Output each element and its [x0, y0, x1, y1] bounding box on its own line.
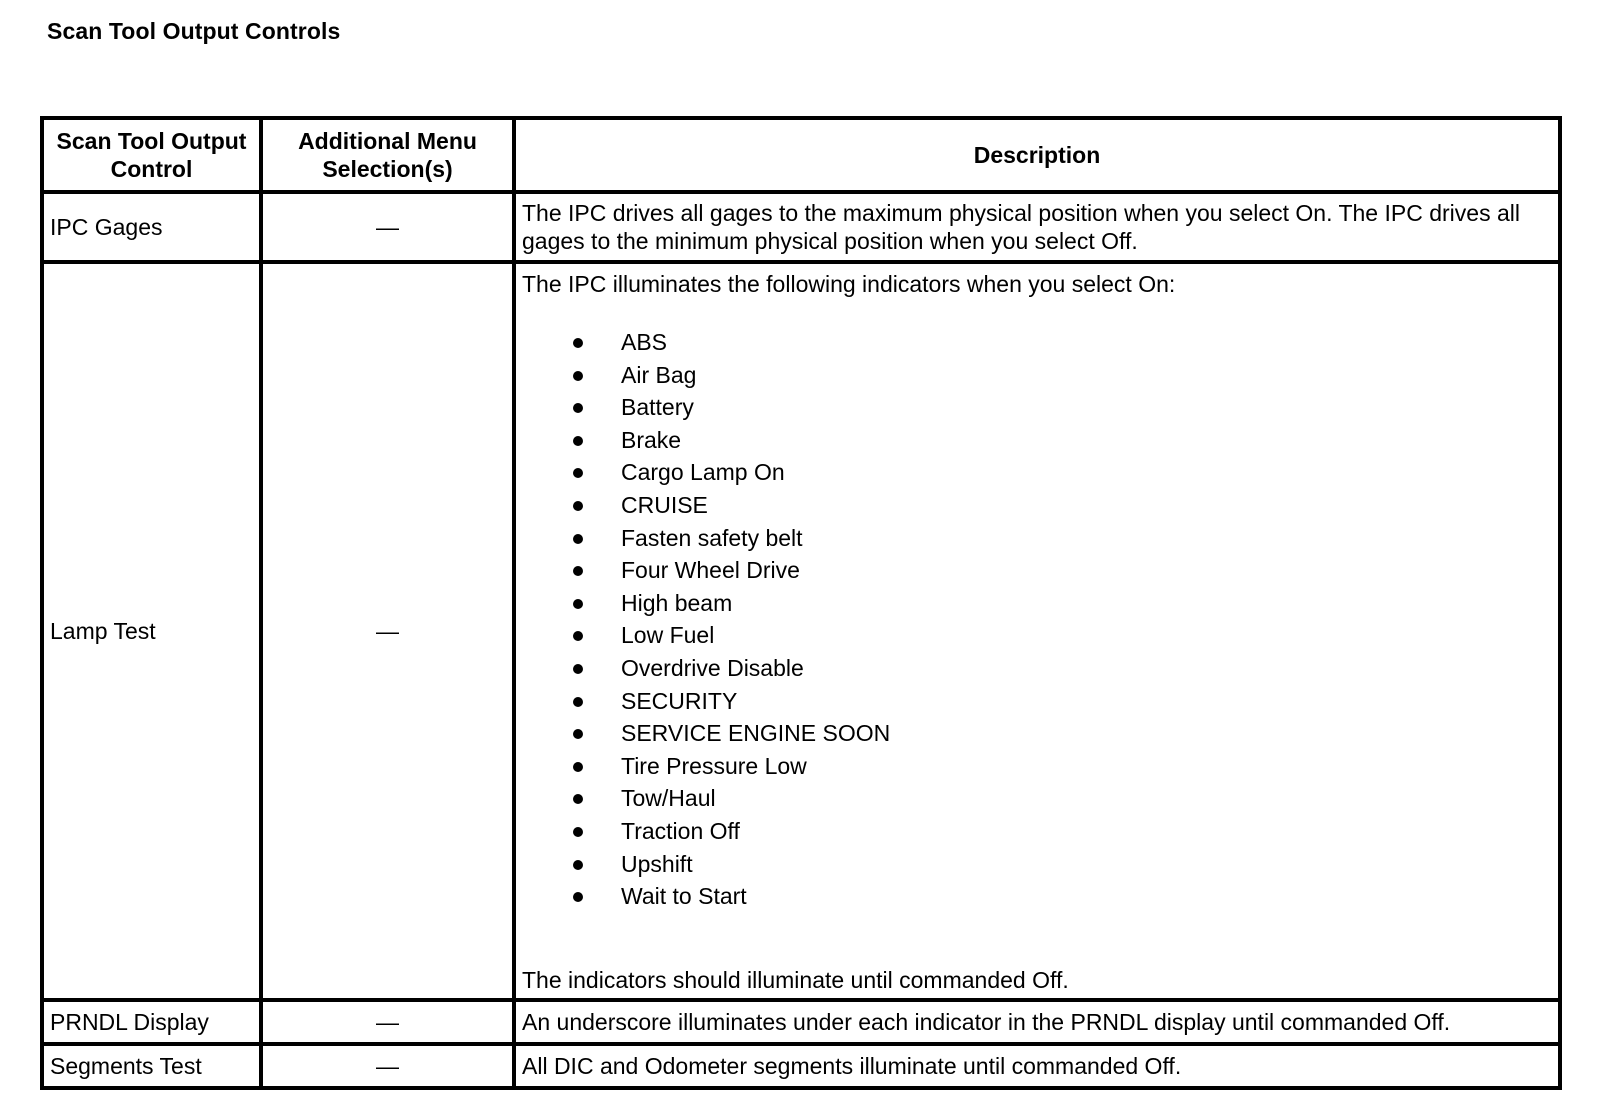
description-cell: [514, 262, 1560, 1000]
list-item: [522, 782, 1552, 815]
indicator-label: Upshift: [621, 850, 693, 877]
list-item: [522, 587, 1552, 620]
indicator-label: Fasten safety belt: [621, 524, 803, 551]
indicator-label: SECURITY: [621, 687, 738, 714]
control-cell: Lamp Test: [42, 262, 261, 1000]
indicator-label: SERVICE ENGINE SOON: [621, 720, 891, 747]
list-item: [522, 456, 1552, 489]
description-cell: All DIC and Odometer segments illuminate until commanded Off.: [514, 1044, 1560, 1088]
bullet-icon: [573, 534, 583, 544]
menu-cell: —: [261, 262, 514, 1000]
bullet-icon: [573, 827, 583, 837]
bullet-icon: [573, 892, 583, 902]
output-controls-table: [40, 116, 1562, 1090]
description-cell: The IPC drives all gages to the maximum physical position when you select On. The IPC drives all gages to the minimum physical position when you select Off.: [514, 192, 1560, 262]
bullet-icon: [573, 371, 583, 381]
bullet-icon: [573, 468, 583, 478]
bullet-icon: [573, 762, 583, 772]
list-item: [522, 522, 1552, 555]
list-item: [522, 359, 1552, 392]
indicator-label: Overdrive Disable: [621, 654, 804, 681]
list-item: [522, 685, 1552, 718]
list-item: [522, 489, 1552, 522]
list-item: [522, 554, 1552, 587]
description-cell: An underscore illuminates under each indicator in the PRNDL display until commanded Off.: [514, 1000, 1560, 1044]
indicator-label: Cargo Lamp On: [621, 459, 785, 486]
indicator-label: Tow/Haul: [621, 785, 716, 812]
indicator-label: Battery: [621, 394, 694, 421]
indicator-label: ABS: [621, 329, 668, 355]
bullet-icon: [573, 697, 583, 707]
table-header-row: [42, 118, 1560, 192]
lamp-test-outro: The indicators should illuminate until commanded Off.: [522, 967, 1069, 993]
control-cell: PRNDL Display: [42, 1000, 261, 1044]
header-menu: Additional Menu Selection(s): [261, 118, 514, 192]
list-item: [522, 326, 1552, 359]
table-row: [42, 1000, 1560, 1044]
control-cell: IPC Gages: [42, 192, 261, 262]
list-item: [522, 815, 1552, 848]
bullet-icon: [573, 599, 583, 609]
header-control: Scan Tool Output Control: [42, 118, 261, 192]
bullet-icon: [573, 338, 583, 348]
menu-cell: —: [261, 192, 514, 262]
bullet-icon: [573, 501, 583, 511]
list-item: [522, 848, 1552, 881]
control-cell: Segments Test: [42, 1044, 261, 1088]
table-row: [42, 262, 1560, 1000]
list-item: [522, 717, 1552, 750]
list-item: [522, 619, 1552, 652]
header-description: Description: [514, 118, 1560, 192]
list-item: [522, 880, 1552, 913]
page-title: Scan Tool Output Controls: [47, 18, 341, 44]
indicator-label: Air Bag: [621, 361, 697, 388]
bullet-icon: [573, 436, 583, 446]
list-item: [522, 424, 1552, 457]
indicator-list: [522, 326, 1552, 913]
bullet-icon: [573, 860, 583, 870]
indicator-label: Tire Pressure Low: [621, 752, 807, 779]
table-row: [42, 1044, 1560, 1088]
lamp-test-intro: The IPC illuminates the following indicators when you select On:: [522, 271, 1176, 297]
bullet-icon: [573, 566, 583, 576]
menu-cell: —: [261, 1000, 514, 1044]
indicator-label: Low Fuel: [621, 622, 715, 649]
menu-cell: —: [261, 1044, 514, 1088]
table-row: [42, 192, 1560, 262]
indicator-label: Wait to Start: [621, 883, 747, 910]
indicator-label: High beam: [621, 589, 733, 616]
bullet-icon: [573, 631, 583, 641]
list-item: [522, 652, 1552, 685]
indicator-label: Traction Off: [621, 817, 740, 844]
list-item: [522, 750, 1552, 783]
bullet-icon: [573, 664, 583, 674]
bullet-icon: [573, 729, 583, 739]
bullet-icon: [573, 403, 583, 413]
indicator-label: Four Wheel Drive: [621, 557, 800, 584]
list-item: [522, 391, 1552, 424]
bullet-icon: [573, 794, 583, 804]
indicator-label: CRUISE: [621, 491, 708, 518]
indicator-label: Brake: [621, 426, 682, 453]
